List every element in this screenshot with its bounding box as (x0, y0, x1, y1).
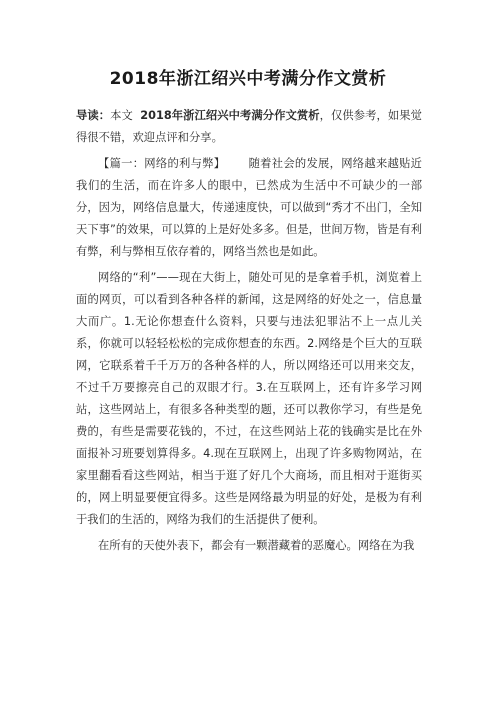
intro-after: ，仅供参考，如果觉得很不错，欢迎点评和分享。 (76, 109, 422, 144)
article-body (76, 105, 422, 561)
section-text: 随着社会的发展，网络越来越贴近我们的生活，而在许多人的眼中，已然成为生活中不可缺少的一部分，因为，网络信息量大，传递速度快，可以做到“秀才不出门，全知天下事”的效果，可以算的上是好处多多。但是，世间万物，皆是有利有弊，利与弊相互依存着的，网络当然也是如此。 (76, 157, 422, 258)
section-paragraph (76, 153, 422, 263)
body-paragraph-1: 网络的“利”——现在大街上，随处可见的是拿着手机，浏览着上面的网页，可以看到各种各样的新闻，这是网络的好处之一，信息量大而广。1.无论你想查什么资料，只要与违法犯罪沾不上一点儿关系，你就可以轻轻松松的完成你想查的东西。2.网络是个巨大的互联网，它联系着千千万万的各种各样的人，所以网络还可以用来交友，不过千万要擦亮自己的双眼才行。3.在互联网上，还有许多学习网站，这些网站上，有很多各种类型的题，还可以教你学习，有些是免费的，有些是需要花钱的，不过，在这些网站上花的钱确实是比在外面报补习班要划算得多。4.现在互联网上，出现了许多购物网站，在家里翻看看这些网站，相当于逛了好几个大商场，而且相对于逛街买的，网上明显要便宜得多。这些是网络最为明显的好处，是极为有利于我们的生活的，网络为我们的生活提供了便利。 (76, 271, 422, 526)
body-paragraph-2: 在所有的天使外表下，都会有一颗潜藏着的恶魔心。网络在为我 (98, 539, 415, 552)
section-heading: 【篇一：网络的利与弊】 (98, 157, 226, 170)
intro-bold-title: 2018年浙江绍兴中考满分作文赏析 (140, 109, 320, 122)
intro-before: 本文 (110, 109, 133, 122)
page-title: 2018年浙江绍兴中考满分作文赏析 (109, 69, 387, 89)
intro-paragraph (76, 105, 422, 149)
intro-label: 导读： (76, 109, 111, 122)
